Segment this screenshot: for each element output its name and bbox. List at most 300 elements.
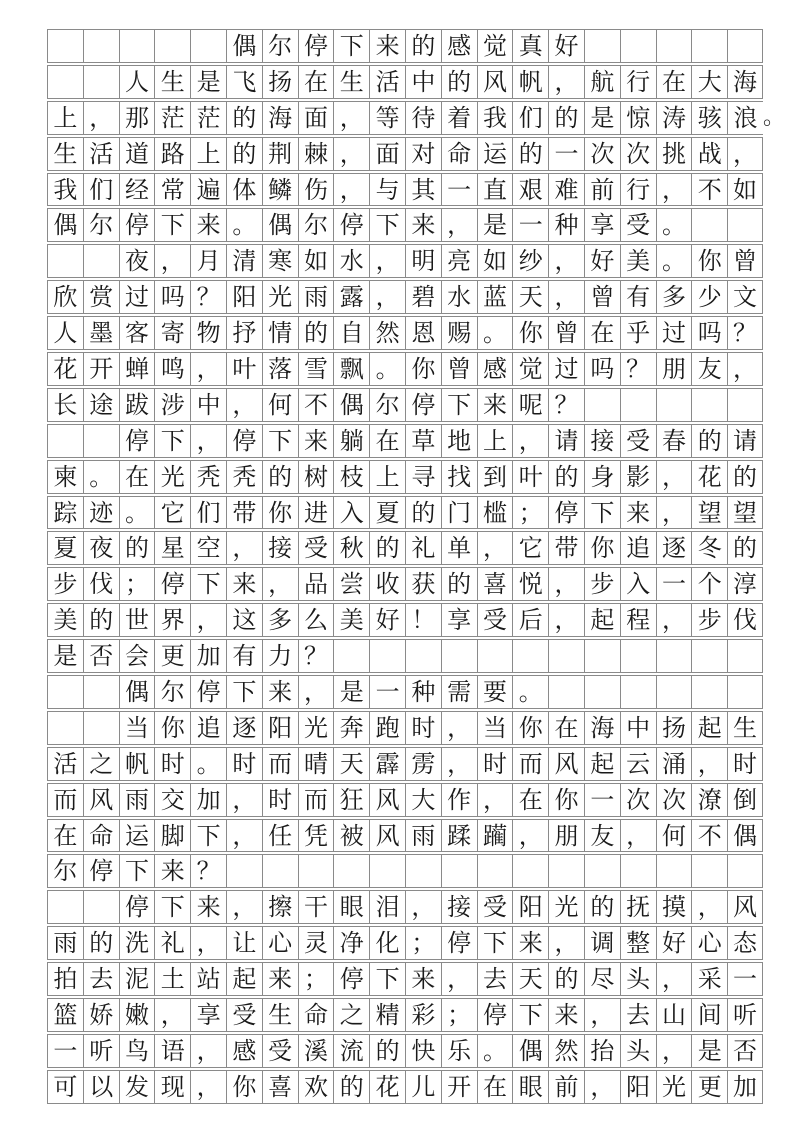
character-cell: 秋 [333,532,369,564]
character-cell: 天 [512,281,548,313]
character-cell: 步 [47,568,83,600]
character-cell: 上 [190,138,226,170]
character-cell: 的 [369,532,405,564]
character-cell: 草 [405,425,441,457]
character-cell: 接 [441,891,477,923]
character-cell: 不 [298,389,334,421]
text-row [47,639,763,672]
character-cell: 清 [226,245,262,277]
character-cell: 欢 [298,1071,334,1103]
character-cell: 恩 [405,317,441,349]
character-cell: 淳 [727,568,763,600]
character-cell: ； [405,927,441,959]
character-cell: 情 [262,317,298,349]
character-cell: 土 [154,963,190,995]
character-cell: 流 [333,1035,369,1067]
character-cell: 槛 [477,497,513,529]
title-row [47,29,763,62]
character-cell: 停 [119,209,155,241]
character-cell: 来 [548,999,584,1031]
character-cell: 次 [656,784,692,816]
character-cell: 一 [512,209,548,241]
character-cell [548,676,584,708]
character-cell: 光 [298,712,334,744]
character-cell: 客 [119,317,155,349]
character-cell: 面 [298,102,334,134]
character-cell [83,66,119,98]
character-cell: 来 [620,497,656,529]
character-cell: 海 [262,102,298,134]
character-cell: 曾 [441,353,477,385]
character-cell: ， [656,461,692,493]
character-cell [584,855,620,887]
character-cell: 光 [262,281,298,313]
character-cell: 礼 [405,532,441,564]
character-cell: 停 [154,568,190,600]
text-row [47,998,763,1031]
character-cell: 我 [47,174,83,206]
character-cell: 。 [83,461,119,493]
character-cell: 秃 [190,461,226,493]
character-cell [691,30,727,62]
character-cell: 雳 [405,748,441,780]
character-cell: 难 [548,174,584,206]
character-cell: 停 [405,389,441,421]
character-cell: 会 [119,640,155,672]
character-cell: 海 [727,66,763,98]
character-cell: 篮 [47,999,83,1031]
character-cell: 生 [47,138,83,170]
character-cell [620,389,656,421]
character-cell: 雪 [298,353,334,385]
character-cell: ？ [298,640,334,672]
character-cell: 起 [584,604,620,636]
character-cell: 时 [477,748,513,780]
character-cell: 艰 [512,174,548,206]
character-cell: 后 [512,604,548,636]
character-cell [83,245,119,277]
character-cell: 朋 [548,820,584,852]
character-cell: 。 [656,245,692,277]
character-cell: ， [477,532,513,564]
character-cell [47,425,83,457]
character-cell: 惊 [620,102,656,134]
character-cell: 经 [119,174,155,206]
character-cell [620,640,656,672]
character-cell [656,676,692,708]
character-cell: 你 [154,712,190,744]
character-cell: 如 [477,245,513,277]
character-cell: 找 [441,461,477,493]
character-cell [333,855,369,887]
character-cell: 活 [47,748,83,780]
character-cell: 次 [620,138,656,170]
character-cell: 娇 [83,999,119,1031]
character-cell: 当 [119,712,155,744]
character-cell: 的 [405,497,441,529]
character-cell: 时 [262,784,298,816]
character-cell: 它 [512,532,548,564]
character-cell: 尔 [369,389,405,421]
character-cell: 要 [477,676,513,708]
character-cell: 而 [512,748,548,780]
character-cell: 感 [477,353,513,385]
character-cell: ， [369,245,405,277]
character-cell: 墨 [83,317,119,349]
character-cell: 被 [333,820,369,852]
character-cell: 活 [369,66,405,98]
character-cell: 迹 [83,497,119,529]
character-cell: 阳 [226,281,262,313]
character-cell: 是 [333,676,369,708]
character-cell [405,855,441,887]
character-cell: 一 [584,784,620,816]
character-cell: 风 [477,66,513,98]
character-cell: 那 [119,102,155,134]
character-cell: 涉 [154,389,190,421]
character-cell: ， [405,891,441,923]
character-cell [512,855,548,887]
character-cell [83,891,119,923]
character-cell: 逐 [226,712,262,744]
character-cell: 灵 [298,927,334,959]
character-cell: 春 [656,425,692,457]
character-cell: 受 [620,425,656,457]
character-cell: 生 [727,712,763,744]
character-cell: 停 [83,855,119,887]
composition-grid-paper [47,29,785,1104]
character-cell: 偶 [119,676,155,708]
character-cell [154,30,190,62]
character-cell [548,855,584,887]
character-cell: 在 [47,820,83,852]
title-character-cell: 觉 [477,30,513,62]
character-cell: 们 [83,174,119,206]
character-cell [477,855,513,887]
character-cell: 享 [441,604,477,636]
character-cell: 停 [119,891,155,923]
character-cell: 物 [190,317,226,349]
character-cell: 风 [548,748,584,780]
character-cell: 云 [620,748,656,780]
margin-punctuation: 。 [762,104,785,130]
character-cell: 尔 [298,209,334,241]
character-cell: 花 [369,1071,405,1103]
character-cell: 加 [190,640,226,672]
character-cell: ， [727,353,763,385]
character-cell: 风 [369,820,405,852]
character-cell: 们 [190,497,226,529]
character-cell: 干 [298,891,334,923]
text-row [47,675,763,708]
character-cell: 停 [441,927,477,959]
character-cell: 停 [190,676,226,708]
character-cell: 中 [190,389,226,421]
character-cell: 着 [441,102,477,134]
character-cell: 。 [512,676,548,708]
character-cell: 发 [119,1071,155,1103]
character-cell: 雨 [47,927,83,959]
character-cell [727,855,763,887]
character-cell: 有 [226,640,262,672]
character-cell [47,891,83,923]
character-cell: ， [226,389,262,421]
character-cell: ， [656,174,692,206]
character-cell: 力 [262,640,298,672]
character-cell: 茫 [154,102,190,134]
character-cell: 帆 [119,748,155,780]
character-cell [727,30,763,62]
character-cell: 吗 [154,281,190,313]
character-cell: 光 [656,1071,692,1103]
text-row [47,244,763,277]
character-cell: ， [333,102,369,134]
character-cell: 入 [620,568,656,600]
character-cell: 下 [119,855,155,887]
character-cell: 你 [512,317,548,349]
text-row [47,783,763,816]
character-cell: 加 [190,784,226,816]
character-cell: 抬 [584,1035,620,1067]
character-cell: 感 [226,1035,262,1067]
character-cell: 倒 [727,784,763,816]
character-cell: 净 [333,927,369,959]
character-cell: 停 [477,999,513,1031]
character-cell [548,640,584,672]
character-cell: 伤 [298,174,334,206]
character-cell: 命 [298,999,334,1031]
character-cell: 到 [477,461,513,493]
character-cell: ？ [727,317,763,349]
text-row [47,567,763,600]
text-row [47,388,763,421]
character-cell: 。 [477,317,513,349]
character-cell: 它 [154,497,190,529]
text-row [47,926,763,959]
character-cell: 起 [584,748,620,780]
character-cell: 霹 [369,748,405,780]
character-cell [620,676,656,708]
character-cell: 起 [691,712,727,744]
character-cell: 跋 [119,389,155,421]
character-cell: 来 [477,389,513,421]
character-cell: 好 [584,245,620,277]
character-cell [727,209,763,241]
character-cell [83,676,119,708]
character-cell: 风 [727,891,763,923]
character-cell [620,855,656,887]
character-cell: ， [691,748,727,780]
character-cell: 水 [441,281,477,313]
character-cell: 前 [584,174,620,206]
character-cell: 摸 [656,891,692,923]
character-cell: 享 [190,999,226,1031]
character-cell: 让 [226,927,262,959]
character-cell [691,389,727,421]
character-cell: 不 [691,174,727,206]
character-cell: 嫩 [119,999,155,1031]
character-cell: 入 [333,497,369,529]
character-cell [727,676,763,708]
character-cell: 天 [512,963,548,995]
character-cell: ， [154,245,190,277]
character-cell: 之 [83,748,119,780]
character-cell: 吗 [691,317,727,349]
character-cell: 洗 [119,927,155,959]
character-cell: ， [262,568,298,600]
character-cell: 蓝 [477,281,513,313]
character-cell: 上 [47,102,83,134]
character-cell: 待 [405,102,441,134]
character-cell: 途 [83,389,119,421]
character-cell [47,712,83,744]
character-cell: 直 [477,174,513,206]
character-cell: 挑 [656,138,692,170]
character-cell: 在 [298,66,334,98]
character-cell [262,855,298,887]
character-cell: ！ [405,604,441,636]
character-cell: 在 [477,1071,513,1103]
character-cell: 柬 [47,461,83,493]
character-cell: ， [477,784,513,816]
character-cell: 开 [83,353,119,385]
character-cell: 采 [691,963,727,995]
character-cell: 下 [226,676,262,708]
character-cell: ； [441,999,477,1031]
character-cell: 彩 [405,999,441,1031]
character-cell [691,640,727,672]
character-cell: 停 [333,209,369,241]
character-cell [369,640,405,672]
character-cell: 间 [691,999,727,1031]
character-cell [691,855,727,887]
character-cell: 身 [584,461,620,493]
character-cell: 们 [512,102,548,134]
character-cell: 空 [190,532,226,564]
character-cell: 星 [154,532,190,564]
character-cell: 在 [548,712,584,744]
character-cell: 偶 [727,820,763,852]
character-cell: 单 [441,532,477,564]
character-cell: ， [226,784,262,816]
character-cell: 去 [620,999,656,1031]
character-cell: 时 [154,748,190,780]
character-cell: 寄 [154,317,190,349]
character-cell: 的 [369,1035,405,1067]
character-cell: 是 [190,66,226,98]
character-cell [47,66,83,98]
character-cell: 拍 [47,963,83,995]
character-cell: ， [548,66,584,98]
character-cell: 美 [333,604,369,636]
character-cell: 躏 [477,820,513,852]
character-cell: 少 [691,281,727,313]
character-cell: 来 [154,855,190,887]
character-cell: 活 [83,138,119,170]
character-cell [477,640,513,672]
character-cell: 觉 [512,353,548,385]
character-cell: ， [548,927,584,959]
character-cell: 开 [441,1071,477,1103]
character-cell: 鸟 [119,1035,155,1067]
character-cell: 一 [369,676,405,708]
character-cell: 狂 [333,784,369,816]
character-cell: 如 [298,245,334,277]
character-cell: 中 [405,66,441,98]
character-cell [584,676,620,708]
title-character-cell: 好 [548,30,584,62]
character-cell: 在 [656,66,692,98]
character-cell: 美 [620,245,656,277]
character-cell: ； [119,568,155,600]
character-cell: 是 [47,640,83,672]
character-cell: 下 [154,891,190,923]
character-cell: 。 [119,497,155,529]
character-cell: 程 [620,604,656,636]
character-cell: 快 [405,1035,441,1067]
character-cell: 凭 [298,820,334,852]
character-cell: 来 [298,425,334,457]
character-cell [226,855,262,887]
character-cell: 尝 [333,568,369,600]
character-cell: ， [548,568,584,600]
character-cell: 礼 [154,927,190,959]
character-cell: 站 [190,963,226,995]
character-cell: 风 [369,784,405,816]
text-row [47,496,763,529]
character-cell: 躺 [333,425,369,457]
character-cell: 是 [691,1035,727,1067]
character-cell: 的 [262,461,298,493]
character-cell: 下 [190,820,226,852]
character-cell: ， [190,927,226,959]
character-cell [584,30,620,62]
character-cell: 下 [584,497,620,529]
character-cell: 头 [620,1035,656,1067]
character-cell: 受 [620,209,656,241]
character-cell: 门 [441,497,477,529]
character-cell: 阳 [262,712,298,744]
text-row [47,352,763,385]
character-cell: 是 [477,209,513,241]
character-cell: ， [727,138,763,170]
character-cell: 叶 [512,461,548,493]
character-cell: 更 [691,1071,727,1103]
character-cell: 有 [620,281,656,313]
character-cell: 时 [727,748,763,780]
character-cell: 更 [154,640,190,672]
character-cell: ？ [620,353,656,385]
character-cell: ， [190,604,226,636]
character-cell: 脚 [154,820,190,852]
character-cell: 在 [119,461,155,493]
text-row [47,962,763,995]
text-row [47,101,785,134]
character-cell: 偶 [512,1035,548,1067]
character-cell: 去 [477,963,513,995]
character-cell: 来 [262,963,298,995]
character-cell: ， [441,748,477,780]
character-cell: ， [620,820,656,852]
character-cell: 战 [691,138,727,170]
character-cell: 的 [548,102,584,134]
character-cell: ， [226,532,262,564]
character-cell: 听 [727,999,763,1031]
character-cell: 需 [441,676,477,708]
character-cell: 在 [512,784,548,816]
character-cell: ， [441,209,477,241]
character-cell: 而 [262,748,298,780]
